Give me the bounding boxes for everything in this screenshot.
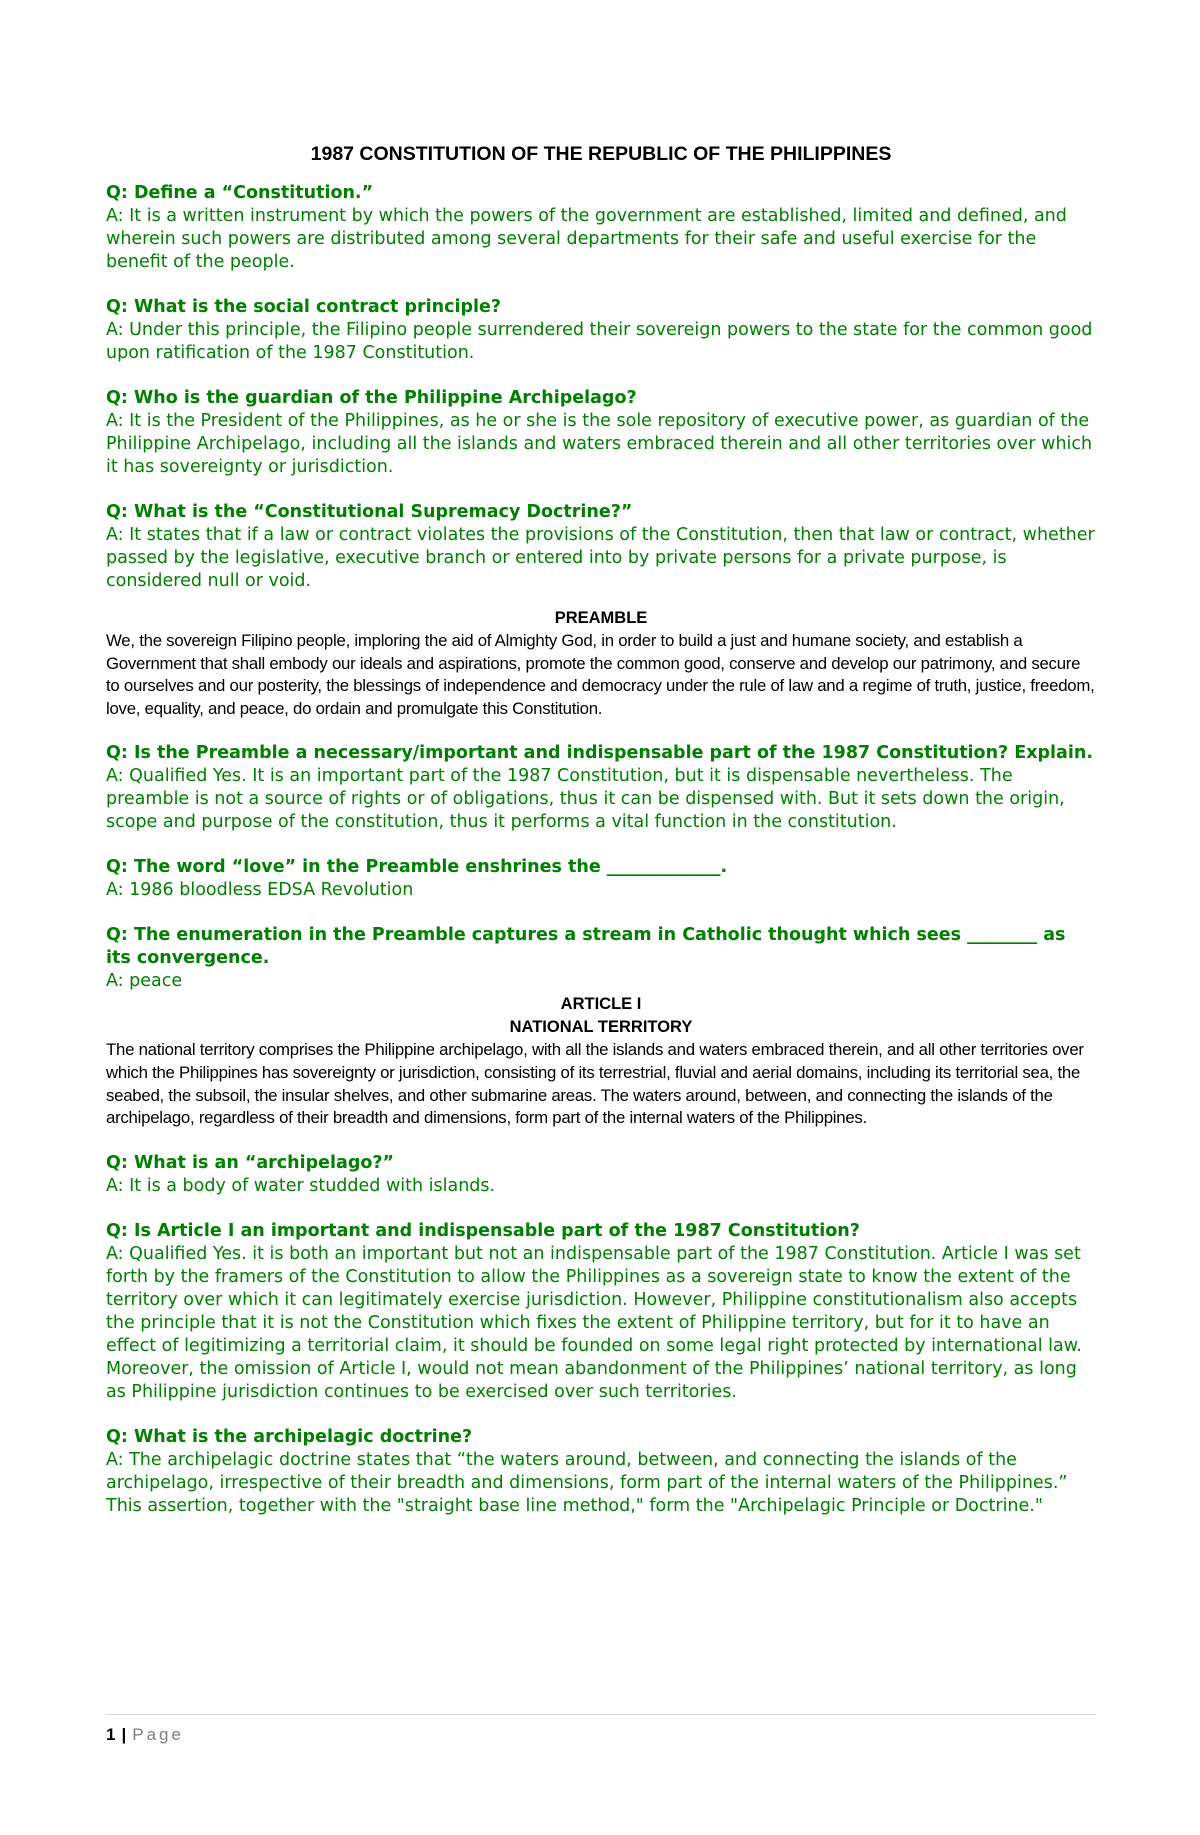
answer: A: It is a body of water studded with islands. bbox=[106, 1175, 496, 1196]
question: Q: Who is the guardian of the Philippine Archipelago? bbox=[106, 388, 637, 408]
answer: A: Qualified Yes. It is an important part of the 1987 Constitution, but it is dispensable nevertheless. The preamble is not a source of rights or of obligations, thus it can be dispensed with. But it sets down the origin, scope and purpose of the constitution, thus it performs a vital function in the constitution. bbox=[106, 766, 1065, 833]
question: Q: The enumeration in the Preamble captures a stream in Catholic thought which sees ________ as its convergence. bbox=[106, 925, 1066, 969]
document-title: 1987 CONSTITUTION OF THE REPUBLIC OF THE PHILIPPINES bbox=[310, 143, 892, 165]
article-heading: ARTICLE I bbox=[560, 995, 642, 1014]
answer: A: Under this principle, the Filipino people surrendered their sovereign powers to the state for the common good upon ratification of the 1987 Constitution. bbox=[106, 320, 1093, 363]
question: Q: Define a “Constitution.” bbox=[106, 183, 374, 203]
page-number: 1 bbox=[106, 1725, 116, 1744]
qa-item bbox=[106, 1426, 1096, 1518]
article-1-section bbox=[106, 993, 1096, 1129]
answer: A: It is a written instrument by which the powers of the government are established, limited and defined, and wherein such powers are distributed among several departments for their safe and useful exercise for the benefit of the people. bbox=[106, 206, 1067, 272]
page-footer bbox=[106, 1714, 1096, 1745]
article-subheading: NATIONAL TERRITORY bbox=[509, 1018, 693, 1037]
question: Q: The word “love” in the Preamble enshrines the _____________. bbox=[106, 857, 728, 878]
answer: A: 1986 bloodless EDSA Revolution bbox=[106, 880, 414, 901]
qa-item bbox=[106, 742, 1096, 834]
answer: A: Qualified Yes. it is both an important but not an indispensable part of the 1987 Constitution. Article I was set forth by the framers of the Constitution to allow the Philippines as a sovereign state to know the extent of the territory over which it can legitimately exercise jurisdiction. However, Philippine constitutionalism also accepts the principle that it is not the Constitution which fixes the extent of Philippine territory, but for it to have an effect of legitimizing a territorial claim, it should be founded on some legal right protected by international law. Moreover, the omission of Article I, would not mean abandonment of the Philippines’ national territory, as long as Philippine jurisdiction continues to be exercised over such territories. bbox=[106, 1243, 1082, 1402]
qa-item bbox=[106, 924, 1096, 993]
qa-item bbox=[106, 1220, 1096, 1404]
preamble-heading: PREAMBLE bbox=[554, 609, 648, 627]
question: Q: Is Article I an important and indispensable part of the 1987 Constitution? bbox=[106, 1220, 860, 1241]
answer: A: The archipelagic doctrine states that “the waters around, between, and connecting the islands of the archipelago, irrespective of their breadth and dimensions, form part of the internal waters of the Philippines.” This assertion, together with the "straight base line method," form the "Archipelagic Principle or Doctrine." bbox=[106, 1449, 1068, 1516]
preamble-section bbox=[106, 607, 1096, 720]
question: Q: What is the archipelagic doctrine? bbox=[106, 1426, 473, 1447]
question: Q: What is the social contract principle? bbox=[106, 297, 502, 317]
preamble-text: We, the sovereign Filipino people, imploring the aid of Almighty God, in order to build a just and humane society, and establish a Government that shall embody our ideals and aspirations, promote the common good, conserve and develop our patrimony, and secure to ourselves and our posterity, the blessings of independence and democracy under the rule of law and a regime of truth, justice, freedom, love, equality, and peace, do ordain and promulgate this Constitution. bbox=[106, 631, 1095, 718]
qa-item bbox=[106, 856, 1096, 902]
qa-item bbox=[106, 182, 1096, 274]
page-label: Page bbox=[132, 1725, 184, 1744]
question: Q: What is the “Constitutional Supremacy Doctrine?” bbox=[106, 502, 633, 522]
qa-item bbox=[106, 1152, 1096, 1198]
footer-separator: | bbox=[121, 1725, 127, 1744]
qa-item bbox=[106, 296, 1096, 365]
qa-item bbox=[106, 387, 1096, 479]
article-1-text: The national territory comprises the Philippine archipelago, with all the islands and waters embraced therein, and all other territories over which the Philippines has sovereignty or jurisdiction, consisting of its terrestrial, fluvial and aerial domains, including its territorial sea, the seabed, the subsoil, the insular shelves, and other submarine areas. The waters around, between, and connecting the islands of the archipelago, regardless of their breadth and dimensions, form part of the internal waters of the Philippines. bbox=[106, 1040, 1084, 1128]
answer: A: It is the President of the Philippines, as he or she is the sole repository of executive power, as guardian of the Philippine Archipelago, including all the islands and waters embraced therein and all other territories over which it has sovereignty or jurisdiction. bbox=[106, 411, 1093, 477]
answer: A: It states that if a law or contract violates the provisions of the Constitution, then that law or contract, whether passed by the legislative, executive branch or entered into by private persons for a private purpose, is considered null or void. bbox=[106, 525, 1095, 591]
question: Q: Is the Preamble a necessary/important and indispensable part of the 1987 Constitution? Explain. bbox=[106, 743, 1093, 764]
answer: A: peace bbox=[106, 971, 183, 992]
question: Q: What is an “archipelago?” bbox=[106, 1152, 395, 1173]
qa-item bbox=[106, 501, 1096, 593]
document-page bbox=[106, 143, 1096, 1540]
